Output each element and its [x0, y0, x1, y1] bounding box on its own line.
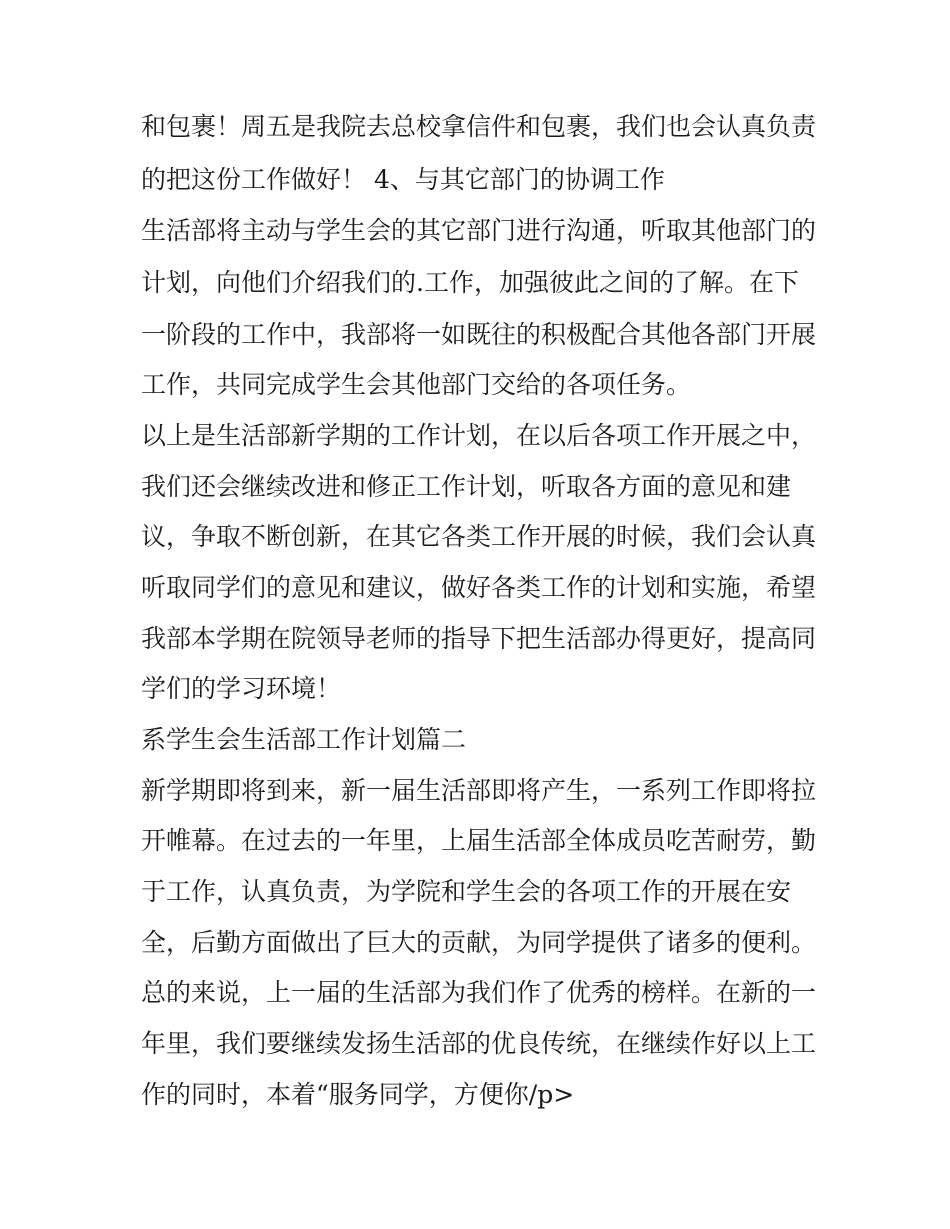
text-line: 总的来说，上一届的生活部为我们作了优秀的榜样。在新的一	[141, 978, 817, 1007]
text-line: 于工作，认真负责，为学院和学生会的各项工作的开展在安	[141, 877, 792, 906]
text-line: 以上是生活部新学期的工作计划，在以后各项工作开展之中，	[141, 421, 817, 450]
text-line: 和包裹！周五是我院去总校拿信件和包裹，我们也会认真负责	[141, 112, 817, 141]
text-line: 生活部将主动与学生会的其它部门进行沟通，听取其他部门的	[141, 216, 817, 245]
text-line: 议，争取不断创新，在其它各类工作开展的时候，我们会认真	[141, 522, 817, 551]
text-line: 作的同时，本着“服务同学，方便你/p>	[141, 1080, 575, 1109]
text-line: 的把这份工作做好！ 4、与其它部门的协调工作	[141, 165, 665, 194]
text-line: 开帷幕。在过去的一年里，上届生活部全体成员吃苦耐劳，勤	[141, 826, 817, 855]
text-line: 全，后勤方面做出了巨大的贡献，为同学提供了诸多的便利。	[141, 928, 817, 957]
text-line: 我部本学期在院领导老师的指导下把生活部办得更好，提高同	[141, 624, 817, 653]
text-line: 工作，共同完成学生会其他部门交给的各项任务。	[141, 370, 692, 399]
text-line: 学们的学习环境！	[141, 674, 342, 703]
text-line: 一阶段的工作中，我部将一如既往的积极配合其他各部门开展	[141, 320, 817, 349]
section-heading: 系学生会生活部工作计划篇二	[141, 725, 467, 754]
text-line: 计划，向他们介绍我们的.工作，加强彼此之间的了解。在下	[141, 268, 799, 297]
text-line: 我们还会继续改进和修正工作计划，听取各方面的意见和建	[141, 472, 792, 501]
text-line: 听取同学们的意见和建议，做好各类工作的计划和实施，希望	[141, 573, 817, 602]
text-line: 新学期即将到来，新一届生活部即将产生，一系列工作即将拉	[141, 776, 817, 805]
text-line: 年里，我们要继续发扬生活部的优良传统，在继续作好以上工	[141, 1029, 817, 1058]
